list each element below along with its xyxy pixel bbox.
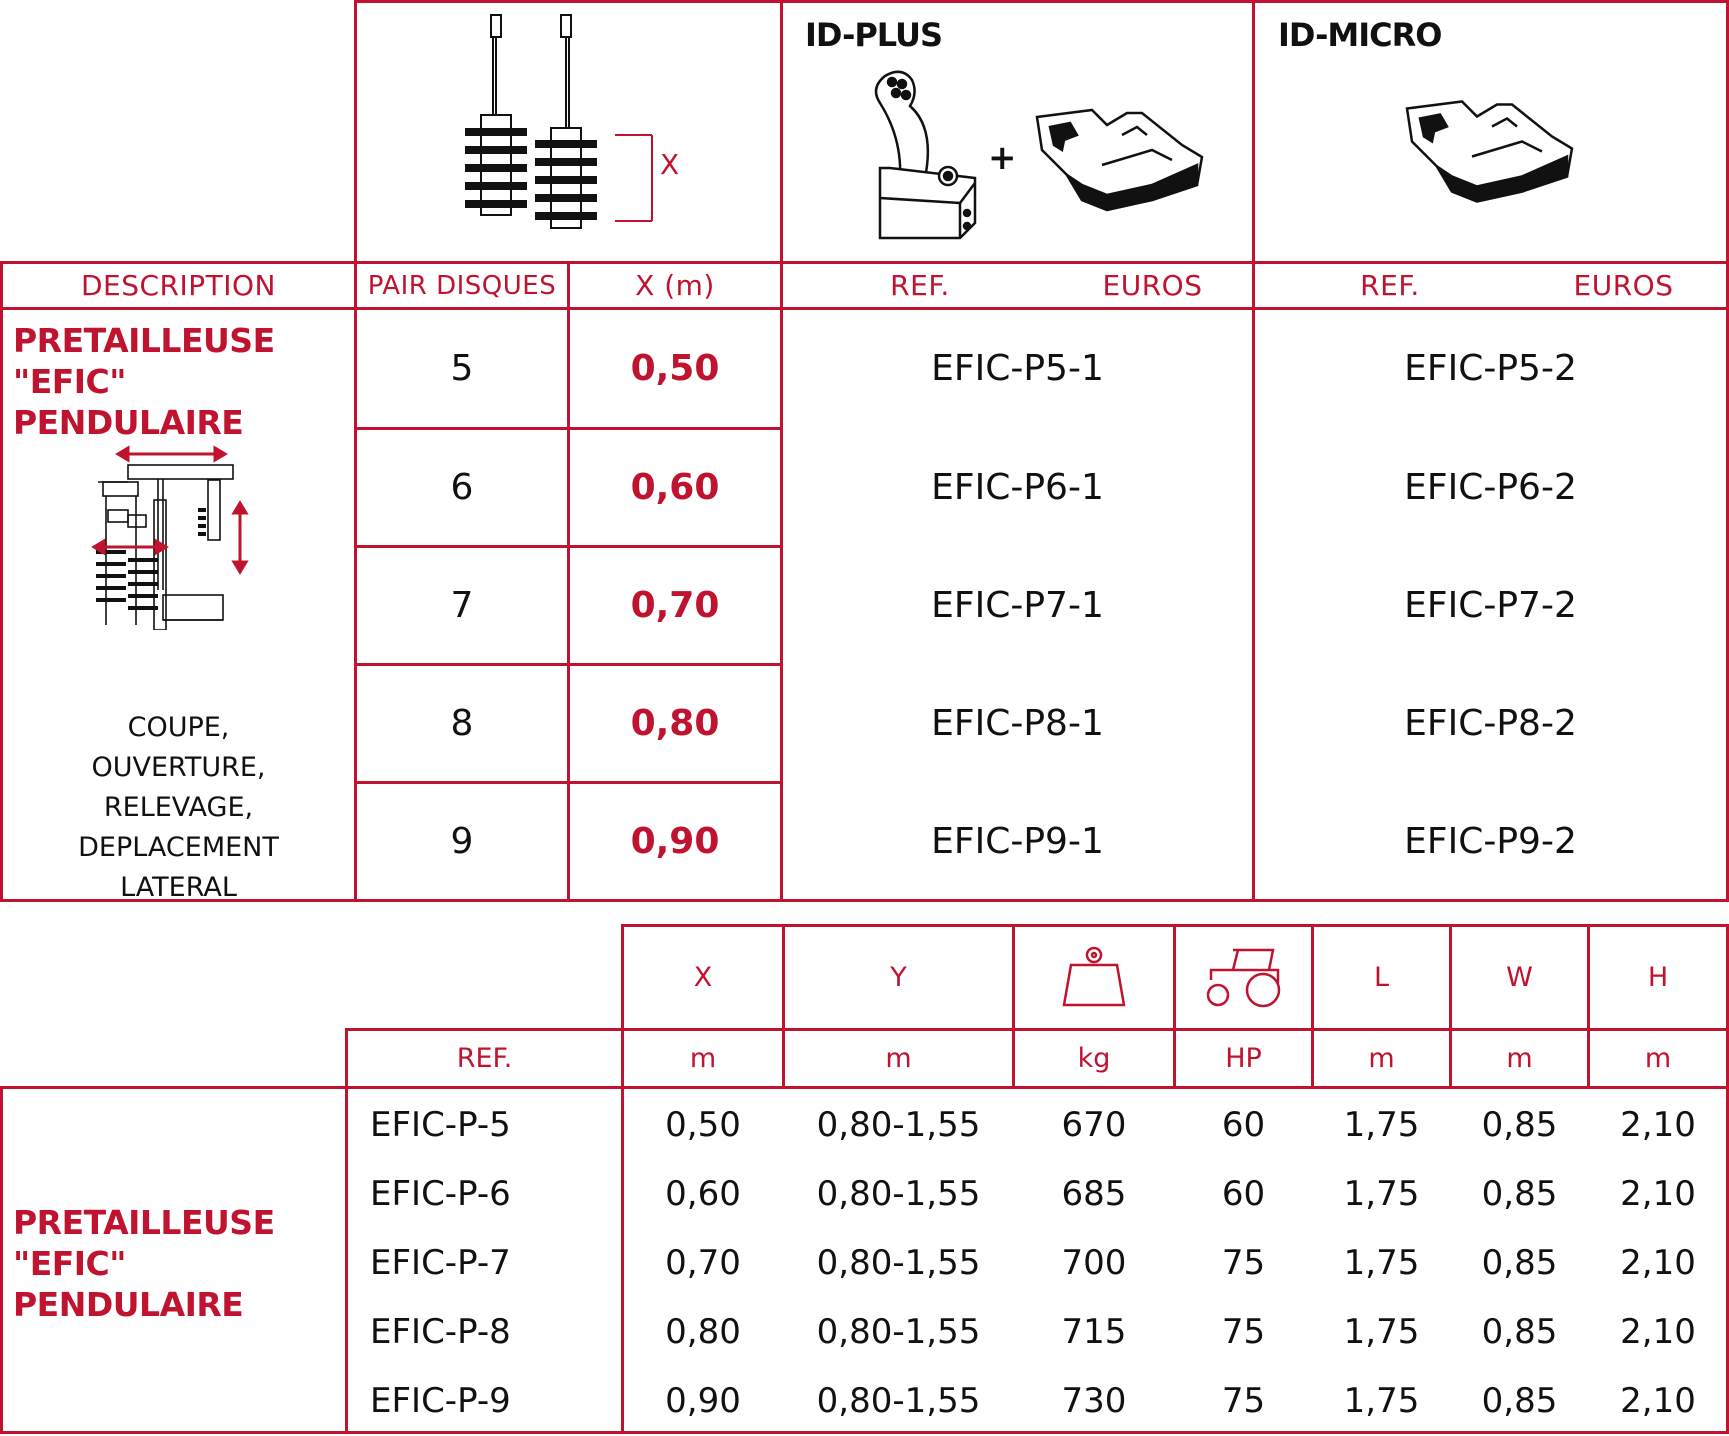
spec-cell-hp: 75 — [1221, 1381, 1266, 1421]
ref-idplus: EFIC-P5-1 — [931, 348, 1104, 389]
spec-cell-l: 1,75 — [1343, 1243, 1420, 1283]
spec-cell-h: 2,10 — [1620, 1381, 1696, 1421]
spec-cell-x: 0,60 — [665, 1174, 741, 1214]
spec-cell-h: 2,10 — [1620, 1105, 1696, 1145]
ref-idmicro: EFIC-P6-2 — [1404, 467, 1577, 508]
spec-unit-y: m — [885, 1043, 912, 1074]
spec-cell-ref: EFIC-P-8 — [370, 1312, 511, 1352]
feature-item: OUVERTURE, — [91, 752, 266, 783]
ref-idplus: EFIC-P7-1 — [931, 585, 1104, 626]
spec-cell-w: 0,85 — [1481, 1312, 1558, 1352]
feature-item: COUPE, — [127, 712, 230, 743]
spec-cell-kg: 730 — [1061, 1381, 1127, 1421]
plus-sign: + — [988, 138, 1017, 178]
spec-cell-hp: 75 — [1221, 1312, 1266, 1352]
spec-cell-l: 1,75 — [1343, 1381, 1420, 1421]
spec-cell-kg: 715 — [1061, 1312, 1127, 1352]
header-description: DESCRIPTION — [80, 269, 277, 302]
spec-header-x: X — [693, 962, 713, 993]
spec-unit-x: m — [689, 1043, 717, 1074]
spec-cell-y: 0,80-1,55 — [816, 1243, 981, 1283]
pruner-discs-diagram — [455, 10, 695, 230]
ref-idmicro: EFIC-P8-2 — [1404, 703, 1577, 744]
spec-cell-w: 0,85 — [1481, 1105, 1558, 1145]
features-list — [3, 708, 354, 908]
spec-cell-hp: 75 — [1221, 1243, 1266, 1283]
spec-unit-power: HP — [1225, 1043, 1262, 1074]
spec-cell-ref: EFIC-P-9 — [370, 1381, 511, 1421]
joystick-icon — [840, 68, 980, 258]
spec-cell-y: 0,80-1,55 — [816, 1312, 981, 1352]
spec-cell-x: 0,70 — [665, 1243, 741, 1283]
spec-cell-hp: 60 — [1221, 1174, 1266, 1214]
weight-icon — [1015, 927, 1173, 1028]
spec-cell-ref: EFIC-P-6 — [370, 1174, 511, 1214]
pendular-machine-diagram — [88, 440, 263, 630]
spec-cell-y: 0,80-1,55 — [816, 1174, 981, 1214]
spec-unit-weight: kg — [1077, 1043, 1111, 1074]
feature-item: RELEVAGE, — [103, 792, 254, 823]
spec-cell-l: 1,75 — [1343, 1105, 1420, 1145]
brand-id-plus: ID-PLUS — [805, 16, 943, 54]
spec-cell-kg: 685 — [1061, 1174, 1127, 1214]
spec-cell-x: 0,50 — [665, 1105, 741, 1145]
spec-header-w: W — [1506, 962, 1533, 993]
x-value: 0,70 — [630, 585, 720, 626]
feature-item: LATERAL — [120, 872, 237, 903]
brand-id-micro: ID-MICRO — [1278, 16, 1442, 54]
spec-cell-hp: 60 — [1221, 1105, 1266, 1145]
spec-cell-ref: EFIC-P-7 — [370, 1243, 511, 1283]
spec-unit-ref: REF. — [456, 1043, 513, 1074]
product-title-line: "EFIC" — [13, 1244, 126, 1283]
spec-unit-l: m — [1368, 1043, 1395, 1074]
header-idplus-ref: REF. — [890, 269, 950, 302]
spec-header-l: L — [1373, 962, 1390, 993]
ref-idmicro: EFIC-P7-2 — [1404, 585, 1577, 626]
spec-cell-h: 2,10 — [1620, 1174, 1696, 1214]
spec-cell-h: 2,10 — [1620, 1243, 1696, 1283]
spec-cell-w: 0,85 — [1481, 1243, 1558, 1283]
control-box-icon — [1032, 105, 1207, 217]
feature-item: DEPLACEMENT — [78, 832, 279, 863]
product-title-line: PENDULAIRE — [13, 1285, 244, 1324]
product-title-line: PRETAILLEUSE — [13, 1203, 275, 1242]
spec-cell-h: 2,10 — [1620, 1312, 1696, 1352]
spec-cell-l: 1,75 — [1343, 1312, 1420, 1352]
header-idplus-euros: EUROS — [1102, 269, 1203, 302]
ref-idplus: EFIC-P8-1 — [931, 703, 1104, 744]
ref-idplus: EFIC-P6-1 — [931, 467, 1104, 508]
spec-cell-ref: EFIC-P-5 — [370, 1105, 511, 1145]
header-idmicro-euros: EUROS — [1573, 269, 1674, 302]
spec-cell-y: 0,80-1,55 — [816, 1381, 981, 1421]
spec-cell-y: 0,80-1,55 — [816, 1105, 981, 1145]
spec-cell-w: 0,85 — [1481, 1174, 1558, 1214]
spec-cell-kg: 700 — [1061, 1243, 1127, 1283]
pairs-value: 7 — [450, 585, 474, 626]
x-value: 0,90 — [630, 821, 720, 862]
pairs-value: 9 — [450, 821, 474, 862]
spec-cell-w: 0,85 — [1481, 1381, 1558, 1421]
header-pair-disques: PAIR DISQUES — [367, 270, 557, 301]
spec-header-h: H — [1647, 962, 1669, 993]
pairs-value: 6 — [450, 467, 474, 508]
product-title-line: PENDULAIRE — [13, 403, 244, 442]
diagram-x-label: X — [660, 148, 680, 181]
ref-idmicro: EFIC-P5-2 — [1404, 348, 1577, 389]
product-title-line: "EFIC" — [13, 362, 126, 401]
spec-cell-l: 1,75 — [1343, 1174, 1420, 1214]
control-box-icon — [1402, 95, 1577, 210]
tractor-icon — [1176, 927, 1311, 1028]
product-title — [13, 320, 275, 443]
pairs-value: 8 — [450, 703, 474, 744]
spec-unit-w: m — [1506, 1043, 1533, 1074]
spec-unit-h: m — [1644, 1043, 1672, 1074]
x-value: 0,80 — [630, 703, 720, 744]
header-x-m: X (m) — [635, 269, 715, 302]
spec-cell-x: 0,90 — [665, 1381, 741, 1421]
x-value: 0,60 — [630, 467, 720, 508]
spec-cell-x: 0,80 — [665, 1312, 741, 1352]
spec-cell-kg: 670 — [1061, 1105, 1127, 1145]
spec-header-y: Y — [890, 962, 907, 993]
ref-idplus: EFIC-P9-1 — [931, 821, 1104, 862]
header-idmicro-ref: REF. — [1360, 269, 1420, 302]
x-value: 0,50 — [630, 348, 720, 389]
ref-idmicro: EFIC-P9-2 — [1404, 821, 1577, 862]
product-title-line: PRETAILLEUSE — [13, 321, 275, 360]
spec-product-title — [13, 1202, 275, 1325]
pairs-value: 5 — [450, 348, 474, 389]
